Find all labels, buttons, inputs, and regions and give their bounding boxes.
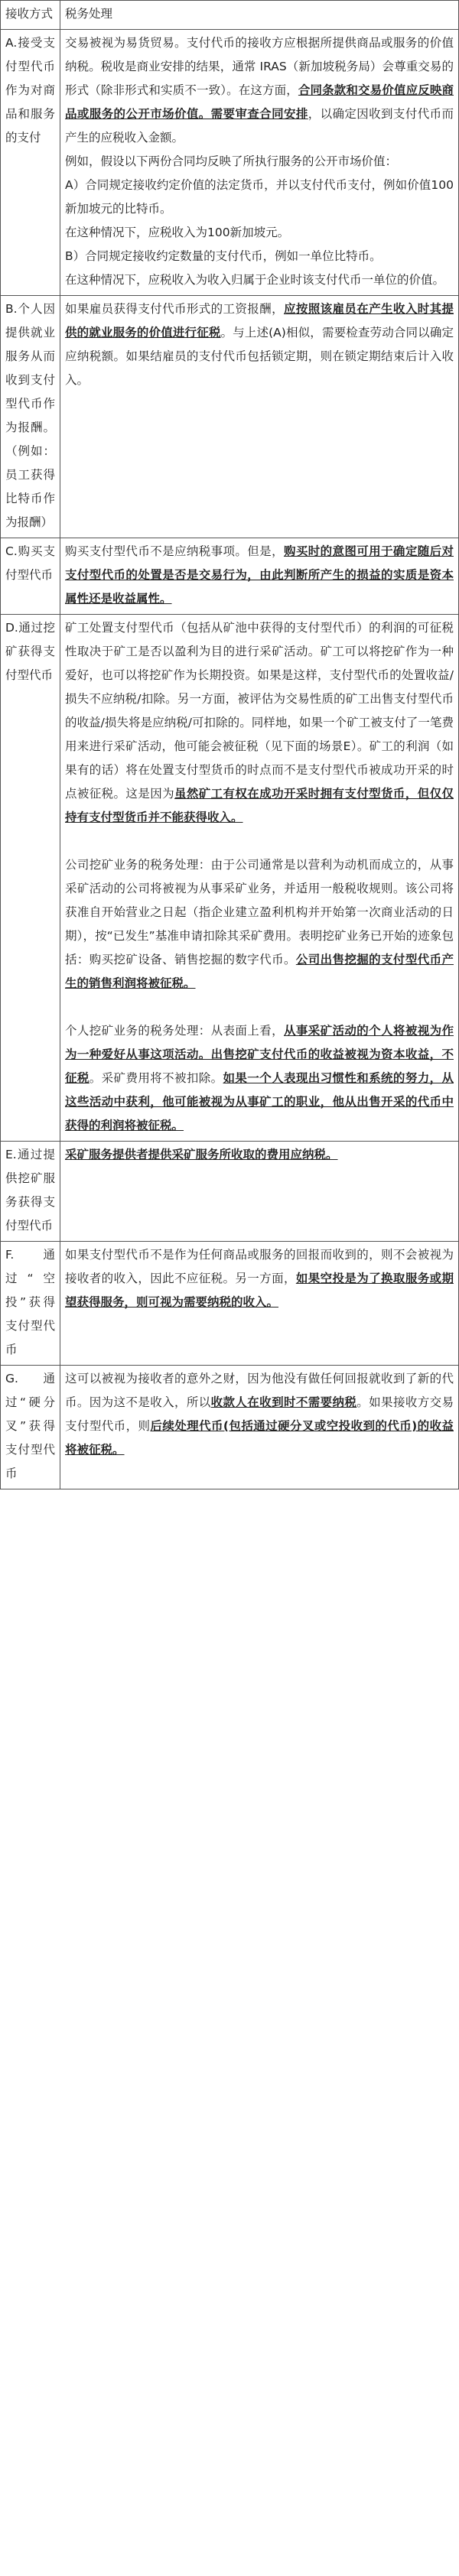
paragraph xyxy=(65,297,454,392)
emphasis-text: 公司出售挖掘的支付型代币产生的销售利润将被征税。 xyxy=(65,953,454,990)
paragraph xyxy=(65,616,454,830)
text: 公司挖矿业务的税务处理：由于公司通常是以营利为动机而成立的，从事采矿活动的公司将被视为从事采矿业务，并适用一般税收规则。该公司将获准自开始营业之日起（指企业建立盈利机构并开始第一次商业活动的日期），按“已发生”基准申请扣除其采矿费用。表明挖矿业务已开始的迹象包括：购买挖矿设备、销售挖掘的数字代币。 xyxy=(65,858,454,966)
emphasis-text: 后续处理代币(包括通过硬分叉或空投收到的代币)的收益将被征税。 xyxy=(65,1419,454,1457)
header-method: 接收方式 xyxy=(1,1,60,30)
paragraph xyxy=(65,31,454,150)
paragraph: 例如，假设以下两份合同均反映了所执行服务的公开市场价值： xyxy=(65,154,398,168)
emphasis-text: 虽然矿工有权在成功开采时拥有支付型货币，但仅仅持有支付型货币并不能获得收入。 xyxy=(65,787,454,824)
treatment-cell-g xyxy=(60,1366,459,1489)
method-cell-d: D.通过挖矿获得支付型代币 xyxy=(1,615,60,1142)
emphasis-text: 如果空投是为了换取服务或期望获得服务，则可视为需要纳税的收入。 xyxy=(65,1272,454,1309)
text: 交易被视为易货贸易。支付代币的接收方应根据所提供商品或服务的价值纳税。税收是商业安排的结果，通常 IRAS（新加坡税务局）会尊重交易的形式（除非形式和实质不一致）。在这方面， xyxy=(65,36,454,97)
emphasis-text: 从事采矿活动的个人将被视为作为一种爱好从事这项活动。出售挖矿支付代币的收益被视为资本收益，不征税 xyxy=(65,1024,454,1085)
paragraph: B）合同规定接收约定数量的支付代币，例如一单位比特币。 xyxy=(65,249,382,263)
paragraph: 在这种情况下，应税收入为收入归属于企业时该支付代币一单位的价值。 xyxy=(65,273,445,287)
paragraph xyxy=(65,853,454,996)
treatment-cell-f xyxy=(60,1242,459,1366)
emphasis-text: 合同条款和交易价值应反映商品或服务的公开市场价值。需要审查合同安排 xyxy=(65,83,454,121)
method-cell-b: B.个人因提供就业服务从而收到支付型代币作为报酬。（例如：员工获得比特币作为报酬） xyxy=(1,296,60,538)
table-row xyxy=(1,538,459,615)
text: 矿工处置支付型代币（包括从矿池中获得的支付型代币）的利润的可征税性取决于矿工是否以盈利为目的进行采矿活动。矿工可以将挖矿作为一种爱好，也可以将挖矿作为长期投资。如果是这样，支付型代币的处置收益/损失不应纳税/扣除。另一方面，被评估为交易性质的矿工出售支付型代币的收益/损失将是应纳税/可扣除的。同样地，如果一个矿工被支付了一笔费用来进行采矿活动，他可能会被征税（见下面的场景E）。矿工的利润（如果有的话）将在处置支付型货币的时点而不是支付型代币被成功开采的时点被征税。这是因为 xyxy=(65,621,454,801)
method-cell-e: E.通过提供挖矿服务获得支付型代币 xyxy=(1,1142,60,1242)
table-row xyxy=(1,1366,459,1489)
paragraph xyxy=(65,540,454,611)
treatment-cell-a xyxy=(60,30,459,296)
treatment-cell-c xyxy=(60,538,459,615)
text: 如果支付型代币不是作为任何商品或服务的回报而收到的，则不会被视为接收者的收入，因此不应征税。另一方面， xyxy=(65,1248,454,1285)
paragraph-gap xyxy=(65,996,454,1019)
paragraph xyxy=(65,1019,454,1138)
emphasis-text: 采矿服务提供者提供采矿服务所收取的费用应纳税。 xyxy=(65,1148,338,1161)
text: 购买支付型代币不是应纳税事项。但是， xyxy=(65,544,284,558)
table-header-row xyxy=(1,1,459,30)
text: 如果雇员获得支付代币形式的工资报酬， xyxy=(65,302,284,316)
text: 。如果接收方交易支付型代币，则 xyxy=(65,1395,454,1433)
table-row xyxy=(1,1242,459,1366)
table-row xyxy=(1,30,459,296)
table-row xyxy=(1,296,459,538)
text: 个人挖矿业务的税务处理：从表面上看， xyxy=(65,1024,284,1038)
emphasis-text: 购买时的意图可用于确定随后对支付型代币的处置是否是交易行为，由此判断所产生的损益的实质是资本属性还是收益属性。 xyxy=(65,544,454,606)
method-cell-f: F.通过“空投”获得支付型代币 xyxy=(1,1242,60,1366)
emphasis-text: 收款人在收到时不需要纳税 xyxy=(210,1395,357,1409)
paragraph xyxy=(65,1367,454,1462)
method-cell-c: C.购买支付型代币 xyxy=(1,538,60,615)
treatment-cell-b xyxy=(60,296,459,538)
table-row xyxy=(1,1142,459,1242)
method-cell-g: G.通过“硬分叉”获得支付型代币 xyxy=(1,1366,60,1489)
paragraph xyxy=(65,1243,454,1314)
text: 。采矿费用将不被扣除。 xyxy=(89,1071,223,1085)
header-treatment: 税务处理 xyxy=(60,1,459,30)
text: 。与上述(A)相似，需要检查劳动合同以确定应纳税额。如果结雇员的支付代币包括锁定期，则在锁定期结束后计入收入。 xyxy=(65,326,454,387)
emphasis-text: 如果一个人表现出习惯性和系统的努力，从这些活动中获利，他可能被视为从事矿工的职业，他从出售开采的代币中获得的利润将被征税。 xyxy=(65,1071,454,1132)
paragraph: A）合同规定接收约定价值的法定货币，并以支付代币支付，例如价值100新加坡元的比特币。 xyxy=(65,178,454,216)
treatment-cell-d xyxy=(60,615,459,1142)
method-cell-a: A.接受支付型代币作为对商品和服务的支付 xyxy=(1,30,60,296)
paragraph-gap xyxy=(65,830,454,853)
text: ，以确定因收到支付代币而产生的应税收入金额。 xyxy=(65,107,454,145)
table-row xyxy=(1,615,459,1142)
paragraph xyxy=(65,1143,454,1167)
text: 这可以被视为接收者的意外之财，因为他没有做任何回报就收到了新的代币。因为这不是收入，所以 xyxy=(65,1372,454,1409)
paragraph: 在这种情况下，应税收入为100新加坡元。 xyxy=(65,226,290,239)
emphasis-text: 应按照该雇员在产生收入时其提供的就业服务的价值进行征税 xyxy=(65,302,454,339)
treatment-cell-e xyxy=(60,1142,459,1242)
